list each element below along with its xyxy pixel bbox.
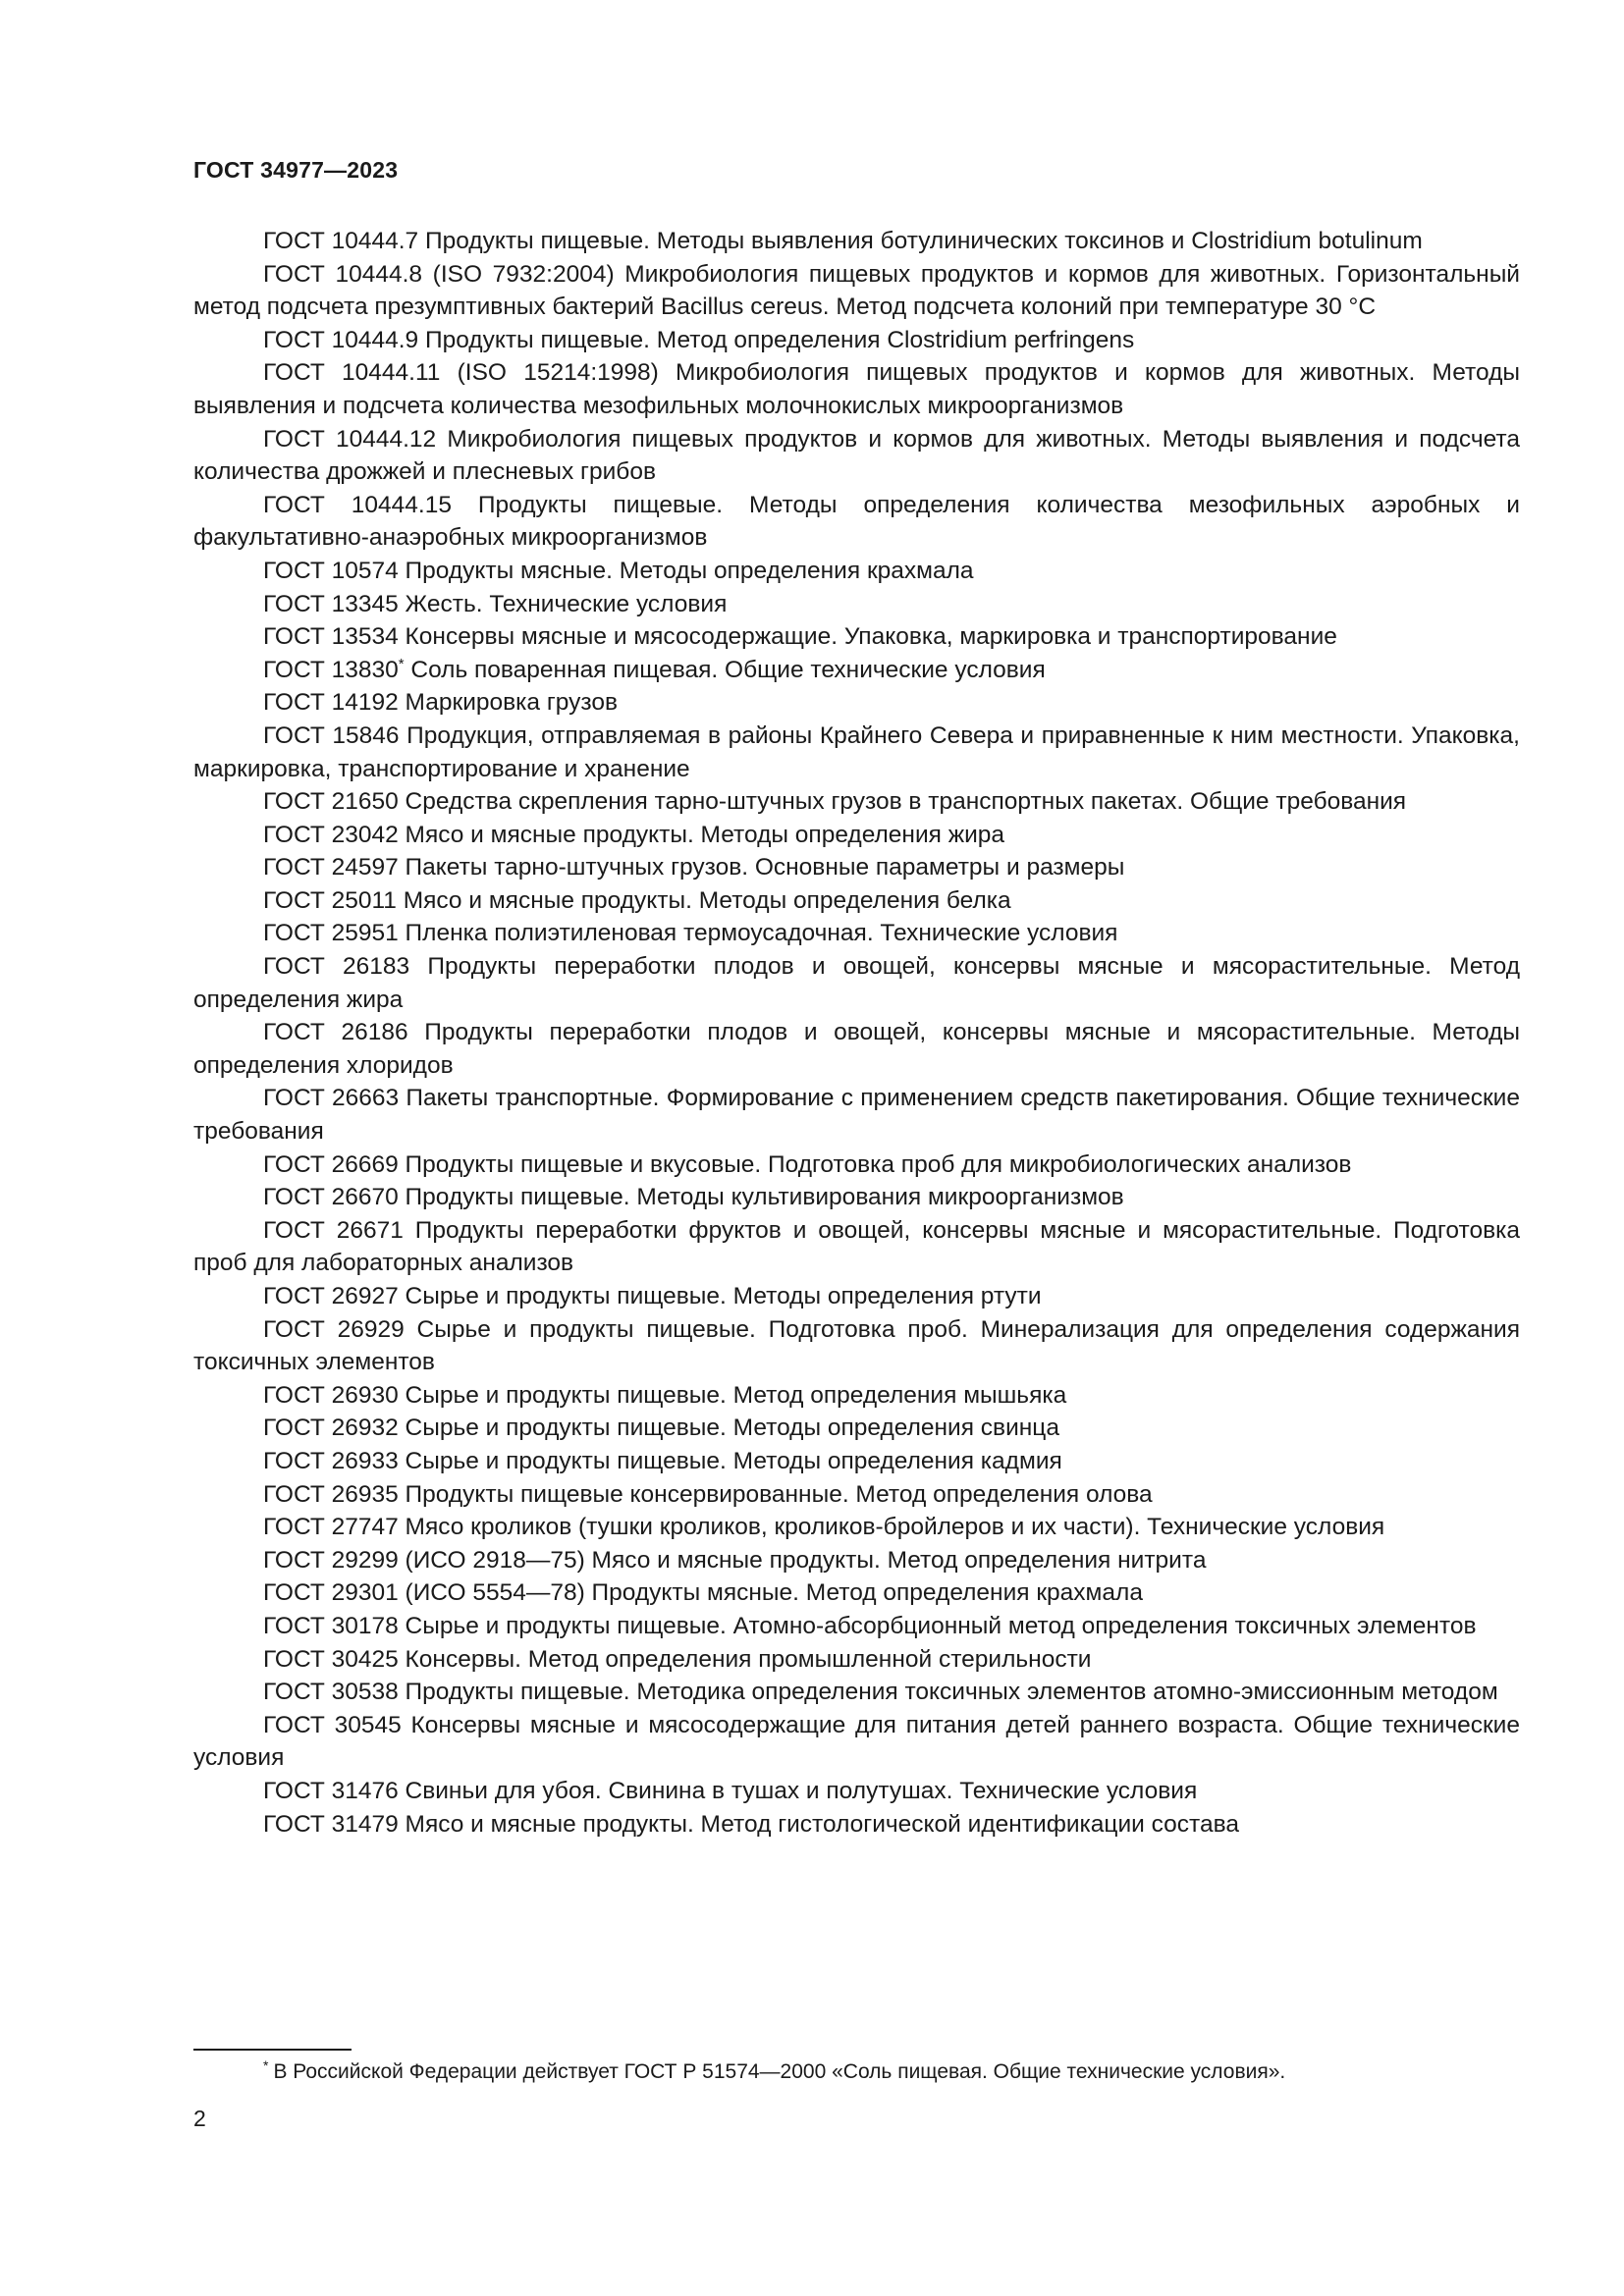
reference-text: ГОСТ 25011 Мясо и мясные продукты. Методы определения белка [263, 886, 1011, 914]
reference-item [193, 1313, 1520, 1379]
reference-text: ГОСТ 10444.9 Продукты пищевые. Метод определения Clostridium perfringens [263, 326, 1135, 353]
reference-text: ГОСТ 29301 (ИСО 5554—78) Продукты мясные. Метод определения крахмала [263, 1579, 1143, 1607]
reference-text: ГОСТ 27747 Мясо кроликов (тушки кроликов, кроликов-бройлеров и их части). Технические условия [263, 1514, 1385, 1541]
reference-item [193, 1445, 1520, 1478]
reference-item [193, 620, 1520, 654]
footnote-separator [193, 2049, 352, 2051]
reference-item [193, 686, 1520, 720]
reference-text: ГОСТ 31479 Мясо и мясные продукты. Метод гистологической идентификации состава [263, 1810, 1239, 1838]
footnote-mark: * [263, 2057, 269, 2073]
reference-text: ГОСТ 13345 Жесть. Технические условия [263, 590, 728, 617]
reference-item [193, 785, 1520, 819]
reference-text: ГОСТ 26930 Сырье и продукты пищевые. Метод определения мышьяка [263, 1381, 1067, 1409]
reference-item [193, 851, 1520, 884]
reference-item [193, 225, 1520, 258]
reference-item [193, 1808, 1520, 1842]
reference-item [193, 1181, 1520, 1214]
reference-text: ГОСТ 26671 Продукты переработки фруктов и овощей, консервы мясные и мясорастительные. Подготовка проб для лабораторных анализов [193, 1216, 1520, 1277]
reference-text: ГОСТ 10574 Продукты мясные. Методы определения крахмала [263, 557, 974, 584]
reference-item [193, 1643, 1520, 1677]
reference-text: ГОСТ 30425 Консервы. Метод определения промышленной стерильности [263, 1645, 1092, 1673]
reference-text: ГОСТ 10444.11 (ISO 15214:1998) Микробиология пищевых продуктов и кормов для животных. Методы выявления и подсчета количества мезофильных молочнокислых микроорганизмов [193, 359, 1520, 419]
reference-text: ГОСТ 14192 Маркировка грузов [263, 689, 618, 717]
reference-text: ГОСТ 24597 Пакеты тарно-штучных грузов. Основные параметры и размеры [263, 854, 1125, 881]
reference-text: ГОСТ 15846 Продукция, отправляемая в районы Крайнего Севера и приравненные к ним местности. Упаковка, маркировка, транспортирование и хранение [193, 721, 1520, 782]
reference-item [193, 819, 1520, 852]
reference-item [193, 588, 1520, 621]
reference-item [193, 1148, 1520, 1182]
reference-item [193, 1610, 1520, 1643]
reference-text: ГОСТ 13534 Консервы мясные и мясосодержащие. Упаковка, маркировка и транспортирование [263, 623, 1337, 651]
reference-item [193, 654, 1520, 687]
reference-item [193, 489, 1520, 555]
reference-text: ГОСТ 31476 Свиньи для убоя. Свинина в тушах и полутушах. Технические условия [263, 1777, 1198, 1804]
footnote [193, 2058, 1520, 2086]
reference-item [193, 1709, 1520, 1775]
reference-text: ГОСТ 29299 (ИСО 2918—75) Мясо и мясные продукты. Метод определения нитрита [263, 1546, 1207, 1574]
footnote-text: В Российской Федерации действует ГОСТ Р 51574—2000 «Соль пищевая. Общие технические условия». [273, 2060, 1286, 2083]
reference-item [193, 1082, 1520, 1148]
reference-item [193, 1775, 1520, 1808]
reference-item [193, 1576, 1520, 1610]
reference-item [193, 1280, 1520, 1313]
reference-item [193, 1214, 1520, 1280]
reference-text: ГОСТ 10444.15 Продукты пищевые. Методы определения количества мезофильных аэробных и факультативно-анаэробных микроорганизмов [193, 491, 1520, 552]
footnote-reference-mark: * [398, 655, 405, 672]
reference-text: ГОСТ 30538 Продукты пищевые. Методика определения токсичных элементов атомно-эмиссионным методом [263, 1679, 1498, 1706]
reference-item [193, 258, 1520, 324]
reference-item [193, 1412, 1520, 1445]
reference-item [193, 555, 1520, 588]
reference-text: ГОСТ 21650 Средства скрепления тарно-штучных грузов в транспортных пакетах. Общие требования [263, 788, 1407, 816]
reference-text: ГОСТ 30178 Сырье и продукты пищевые. Атомно-абсорбционный метод определения токсичных элементов [263, 1612, 1477, 1639]
reference-text: ГОСТ 26933 Сырье и продукты пищевые. Методы определения кадмия [263, 1447, 1062, 1474]
reference-item [193, 1676, 1520, 1709]
reference-text: ГОСТ 26669 Продукты пищевые и вкусовые. Подготовка проб для микробиологических анализов [263, 1150, 1352, 1178]
reference-text: ГОСТ 26929 Сырье и продукты пищевые. Подготовка проб. Минерализация для определения содержания токсичных элементов [193, 1315, 1520, 1376]
reference-text: ГОСТ 10444.8 (ISO 7932:2004) Микробиология пищевых продуктов и кормов для животных. Горизонтальный метод подсчета презумптивных бактерий Bacillus cereus. Метод подсчета колоний при температуре 30 °С [193, 260, 1520, 321]
reference-text: ГОСТ 10444.7 Продукты пищевые. Методы выявления ботулинических токсинов и Clostridium botulinum [263, 228, 1423, 254]
reference-text: ГОСТ 26186 Продукты переработки плодов и овощей, консервы мясные и мясорастительные. Методы определения хлоридов [193, 1019, 1520, 1079]
reference-item [193, 917, 1520, 950]
reference-item [193, 1544, 1520, 1577]
reference-item [193, 884, 1520, 918]
reference-text: ГОСТ 23042 Мясо и мясные продукты. Методы определения жира [263, 821, 1005, 848]
page-number: 2 [193, 2106, 206, 2131]
reference-item [193, 1511, 1520, 1544]
reference-text-continued: Соль поваренная пищевая. Общие технические условия [404, 656, 1046, 683]
reference-text: ГОСТ 30545 Консервы мясные и мясосодержащие для питания детей раннего возраста. Общие технические условия [193, 1711, 1520, 1772]
reference-text: ГОСТ 26935 Продукты пищевые консервированные. Метод определения олова [263, 1480, 1153, 1508]
document-number-header: ГОСТ 34977—2023 [193, 157, 399, 183]
reference-text: ГОСТ 26670 Продукты пищевые. Методы культивирования микроорганизмов [263, 1184, 1124, 1211]
reference-text: ГОСТ 26183 Продукты переработки плодов и овощей, консервы мясные и мясорастительные. Метод определения жира [193, 953, 1520, 1013]
reference-text: ГОСТ 10444.12 Микробиология пищевых продуктов и кормов для животных. Методы выявления и подсчета количества дрожжей и плесневых грибов [193, 425, 1520, 486]
reference-item [193, 1379, 1520, 1413]
reference-item [193, 1016, 1520, 1082]
reference-text: ГОСТ 26927 Сырье и продукты пищевые. Методы определения ртути [263, 1283, 1042, 1309]
reference-text: ГОСТ 25951 Пленка полиэтиленовая термоусадочная. Технические условия [263, 920, 1118, 947]
reference-text: ГОСТ 13830 [263, 656, 399, 683]
reference-item [193, 1478, 1520, 1512]
reference-item [193, 950, 1520, 1016]
normative-references-list [193, 225, 1520, 1841]
reference-text: ГОСТ 26663 Пакеты транспортные. Формирование с применением средств пакетирования. Общие технические требования [193, 1085, 1520, 1146]
reference-item [193, 324, 1520, 357]
reference-text: ГОСТ 26932 Сырье и продукты пищевые. Методы определения свинца [263, 1415, 1059, 1442]
reference-item [193, 720, 1520, 785]
reference-item [193, 423, 1520, 489]
reference-item [193, 356, 1520, 422]
